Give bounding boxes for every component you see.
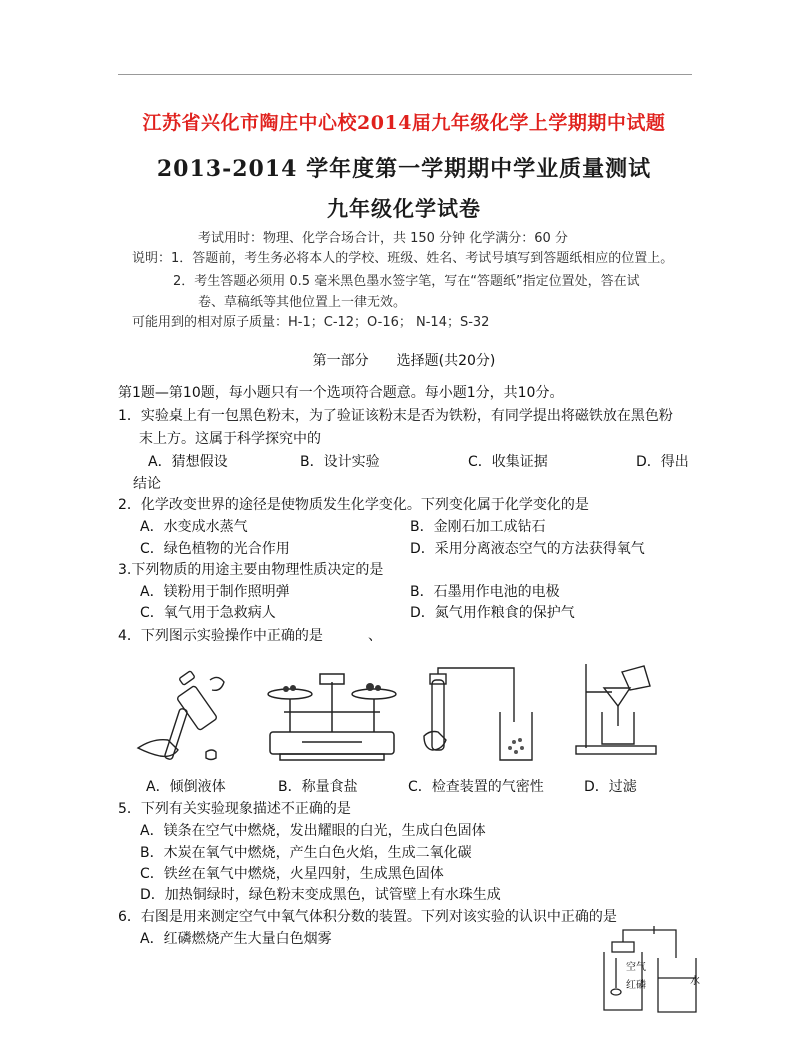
q4-stem-mark: 、 xyxy=(368,628,382,644)
q1-option-d-cont: 结论 xyxy=(133,476,161,492)
q2-option-a: A．水变成水蒸气 xyxy=(140,519,248,535)
figure-pouring-liquid xyxy=(128,660,238,770)
q5-option-d: D．加热铜绿时，绿色粉末变成黑色，试管壁上有水珠生成 xyxy=(140,887,501,903)
q3-option-c: C．氧气用于急救病人 xyxy=(140,605,276,621)
q5-option-b: B．木炭在氧气中燃烧，产生白色火焰，生成二氧化碳 xyxy=(140,845,472,861)
note-1: 说明：1．答题前，考生务必将本人的学校、班级、姓名、考试号填写到答题纸相应的位置上。 xyxy=(132,251,674,266)
q2-option-c: C．绿色植物的光合作用 xyxy=(140,541,290,557)
q5-option-c: C．铁丝在氧气中燃烧，火星四射，生成黑色固体 xyxy=(140,866,444,882)
document-title: 江苏省兴化市陶庄中心校2014届九年级化学上学期期中试题 xyxy=(142,112,666,134)
figure-oxygen-measurement xyxy=(592,922,704,1018)
header-rule xyxy=(118,74,692,75)
q1-option-b: B．设计实验 xyxy=(300,454,380,470)
q2-stem: 2．化学改变世界的途径是使物质发生化学变化。下列变化属于化学变化的是 xyxy=(118,497,589,513)
q5-stem: 5．下列有关实验现象描述不正确的是 xyxy=(118,801,351,817)
q4-option-a: A．倾倒液体 xyxy=(146,779,226,795)
q4-option-b: B．称量食盐 xyxy=(278,779,358,795)
q5-option-a: A．镁条在空气中燃烧，发出耀眼的白光，生成白色固体 xyxy=(140,823,486,839)
q1-option-c: C．收集证据 xyxy=(468,454,548,470)
q6-stem: 6．右图是用来测定空气中氧气体积分数的装置。下列对该实验的认识中正确的是 xyxy=(118,909,617,925)
q1-stem-line1: 1．实验桌上有一包黑色粉末，为了验证该粉末是否为铁粉，有同学提出将磁铁放在黑色粉 xyxy=(118,408,673,424)
figure-label-water: 水 xyxy=(690,976,700,987)
q1-option-d: D．得出 xyxy=(636,454,689,470)
q4-option-d: D．过滤 xyxy=(584,779,637,795)
figure-filtration xyxy=(572,658,672,758)
figure-label-air: 空气 xyxy=(626,962,646,973)
q3-option-b: B．石墨用作电池的电极 xyxy=(410,584,560,600)
atomic-mass: 可能用到的相对原子质量：H-1；C-12；O-16； N-14；S-32 xyxy=(132,315,490,330)
q1-stem-line2: 末上方。这属于科学探究中的 xyxy=(139,431,321,447)
q4-stem: 4．下列图示实验操作中正确的是 xyxy=(118,628,323,644)
q3-option-d: D．氮气用作粮食的保护气 xyxy=(410,605,575,621)
q2-option-b: B．金刚石加工成钻石 xyxy=(410,519,546,535)
q3-stem: 3.下列物质的用途主要由物理性质决定的是 xyxy=(118,562,384,578)
figure-label-phosphorus: 红磷 xyxy=(626,980,646,991)
figure-airtightness-check xyxy=(418,662,538,768)
q1-option-a: A．猜想假设 xyxy=(148,454,228,470)
scan-exam-subtitle: 九年级化学试卷 xyxy=(327,196,481,221)
q3-option-a: A．镁粉用于制作照明弹 xyxy=(140,584,290,600)
q2-option-d: D．采用分离液态空气的方法获得氧气 xyxy=(410,541,645,557)
instruction: 第1题—第10题，每小题只有一个选项符合题意。每小题1分，共10分。 xyxy=(118,385,564,401)
exam-info: 考试用时：物理、化学合场合计，共 150 分钟 化学满分：60 分 xyxy=(198,231,568,246)
q4-option-c: C．检查装置的气密性 xyxy=(408,779,544,795)
scan-exam-title: 2013-2014 学年度第一学期期中学业质量测试 xyxy=(156,156,652,182)
section-heading: 第一部分 选择题(共20分) xyxy=(312,353,496,369)
figure-balance xyxy=(262,662,402,766)
q6-option-a: A．红磷燃烧产生大量白色烟雾 xyxy=(140,931,332,947)
note-2a: 2．考生答题必须用 0.5 毫米黑色墨水签字笔，写在“答题纸”指定位置处，答在试 xyxy=(173,274,640,289)
note-2b: 卷、草稿纸等其他位置上一律无效。 xyxy=(198,295,407,310)
